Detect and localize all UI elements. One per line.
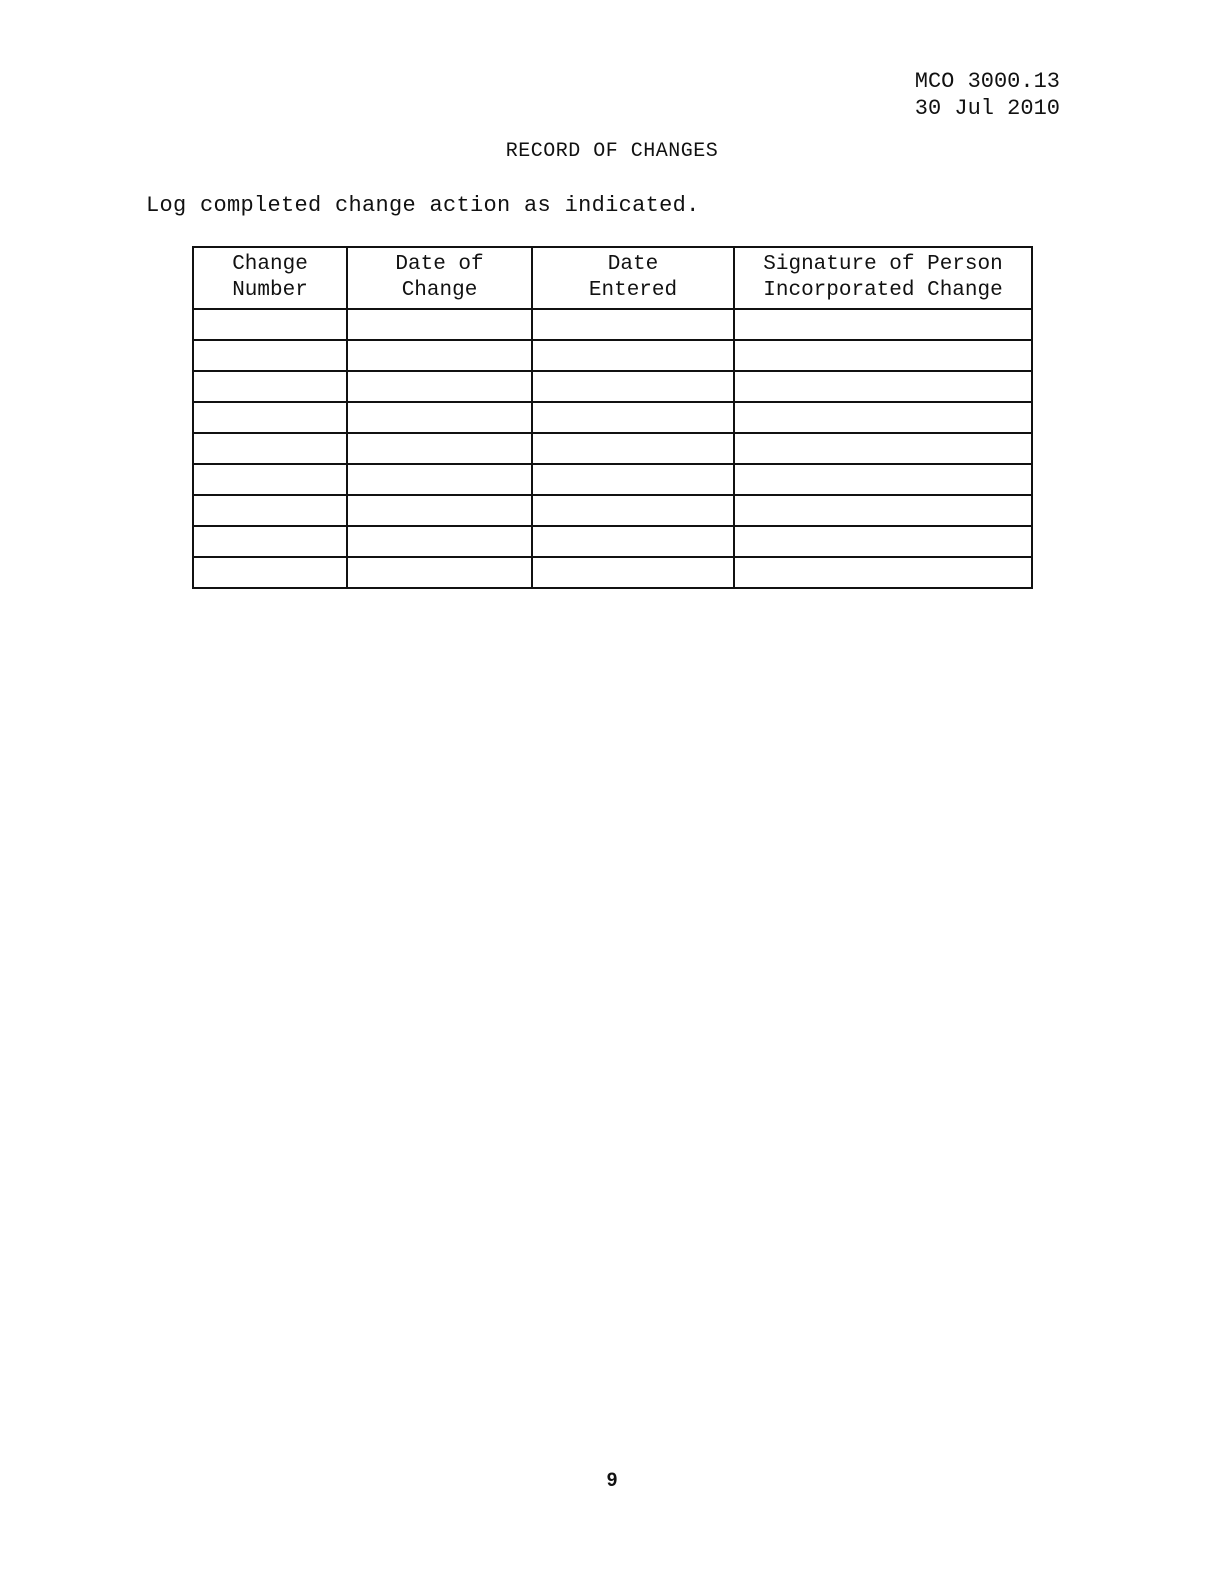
table-cell[interactable] <box>734 433 1032 464</box>
table-header-row <box>193 247 1032 309</box>
table-cell[interactable] <box>532 309 734 340</box>
table-cell[interactable] <box>532 402 734 433</box>
table-cell[interactable] <box>193 371 347 402</box>
column-header-change-number: Change Number <box>193 247 347 309</box>
table-cell[interactable] <box>532 464 734 495</box>
order-number: MCO 3000.13 <box>914 69 1060 94</box>
table-cell[interactable] <box>193 402 347 433</box>
table-cell[interactable] <box>532 495 734 526</box>
instruction-text: Log completed change action as indicated. <box>146 193 700 218</box>
table-cell[interactable] <box>193 309 347 340</box>
table-cell[interactable] <box>193 557 347 588</box>
table-row <box>193 433 1032 464</box>
table-cell[interactable] <box>193 340 347 371</box>
table-cell[interactable] <box>734 402 1032 433</box>
table-cell[interactable] <box>193 464 347 495</box>
page-title: RECORD OF CHANGES <box>505 140 719 163</box>
table-row <box>193 371 1032 402</box>
table-row <box>193 309 1032 340</box>
table-cell[interactable] <box>734 340 1032 371</box>
table-cell[interactable] <box>532 433 734 464</box>
table-cell[interactable] <box>193 526 347 557</box>
order-date: 30 Jul 2010 <box>914 96 1060 121</box>
column-header-date-of-change: Date of Change <box>347 247 532 309</box>
table-cell[interactable] <box>347 433 532 464</box>
table-row <box>193 402 1032 433</box>
table-cell[interactable] <box>734 309 1032 340</box>
table-cell[interactable] <box>734 371 1032 402</box>
table-row <box>193 464 1032 495</box>
table-cell[interactable] <box>347 340 532 371</box>
table-cell[interactable] <box>532 557 734 588</box>
table-cell[interactable] <box>734 495 1032 526</box>
document-header <box>915 68 1060 122</box>
table-cell[interactable] <box>532 340 734 371</box>
column-header-date-entered: Date Entered <box>532 247 734 309</box>
table-cell[interactable] <box>347 495 532 526</box>
table-cell[interactable] <box>347 371 532 402</box>
table-row <box>193 495 1032 526</box>
column-header-signature: Signature of Person Incorporated Change <box>734 247 1032 309</box>
table-row <box>193 526 1032 557</box>
page-number: 9 <box>606 1470 618 1491</box>
table-cell[interactable] <box>347 557 532 588</box>
table-cell[interactable] <box>347 526 532 557</box>
record-of-changes-table <box>192 246 1033 589</box>
table-cell[interactable] <box>532 526 734 557</box>
table-cell[interactable] <box>734 464 1032 495</box>
table-cell[interactable] <box>532 371 734 402</box>
table-cell[interactable] <box>193 495 347 526</box>
table-row <box>193 557 1032 588</box>
table-cell[interactable] <box>347 309 532 340</box>
table-cell[interactable] <box>347 402 532 433</box>
table-cell[interactable] <box>734 557 1032 588</box>
table-cell[interactable] <box>734 526 1032 557</box>
table-cell[interactable] <box>347 464 532 495</box>
table-cell[interactable] <box>193 433 347 464</box>
table-row <box>193 340 1032 371</box>
